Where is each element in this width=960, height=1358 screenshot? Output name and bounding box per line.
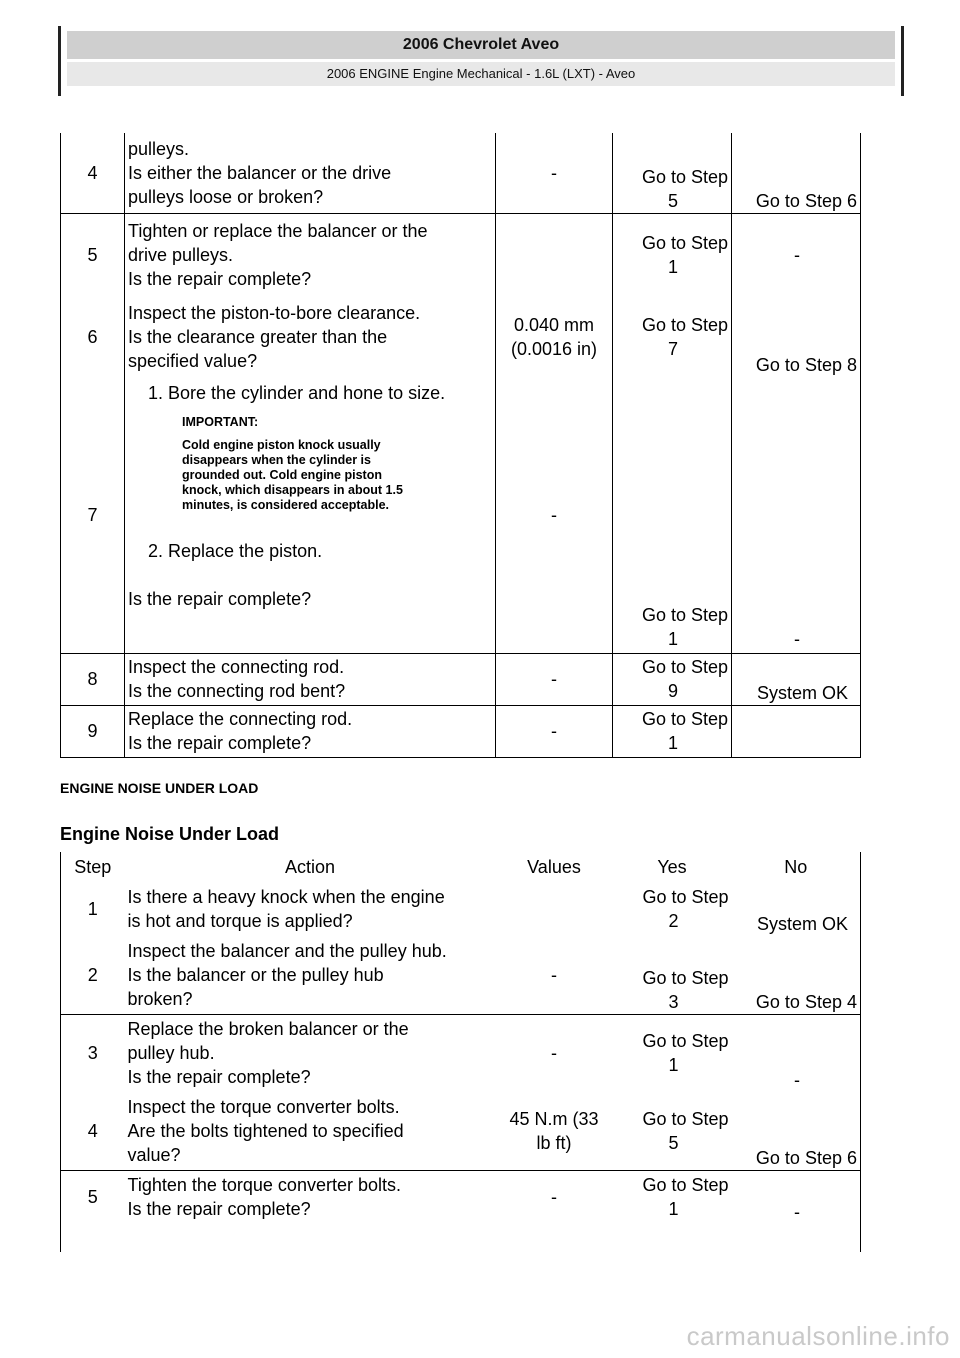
action-cell: Is there a heavy knock when the engine is hot and torque is applied? [127,887,445,931]
action-cell: Tighten or replace the balancer or the drive pulleys. Is the repair complete? [125,213,496,297]
values-cell: - [551,1187,557,1208]
yes-cell: Go to Step 3 [613,936,732,1014]
yes-cell: Go to Step 1 [642,1031,729,1076]
step-number: 8 [61,653,125,705]
no-cell: - [732,1170,861,1224]
table-row [61,1170,861,1224]
step-number: 6 [61,297,125,377]
action-cell: Inspect the torque converter bolts. Are the bolts tightened to specified value? [125,1092,496,1170]
yes-cell: Go to Step 1 [642,1175,729,1220]
step-number: 7 [61,377,125,653]
no-cell: Go to Step 4 [732,936,861,1014]
yes-cell: Go to Step 1 [613,377,732,653]
no-cell: Go to Step 8 [732,297,861,377]
action-cell: Inspect the balancer and the pulley hub. Is the balancer or the pulley hub broken? [125,936,496,1014]
yes-cell: Go to Step 5 [613,133,732,213]
step-number: 5 [61,213,125,297]
yes-cell: Go to Step 7 [613,297,732,377]
procedure-step-2: 2. Replace the piston. [148,541,323,561]
values-cell: - [496,705,613,757]
document-title: 2006 Chevrolet Aveo [67,31,895,59]
step-number: 2 [61,936,125,1014]
header-no: No [732,852,861,882]
step-number: 4 [61,133,125,213]
no-cell [732,705,861,757]
values-cell: 45 N.m (33 lb ft) [496,1092,613,1170]
watermark: carmanualsonline.info [686,1321,950,1351]
question: Is the repair complete? [128,589,312,609]
yes-cell: Go to Step 5 [613,1092,732,1170]
document-header [58,26,904,96]
table-row [61,882,861,936]
table-row [61,297,861,377]
yes-cell: Go to Step 9 [613,653,732,705]
table-row [61,653,861,705]
action-cell [125,377,496,653]
table-row [61,377,861,653]
no-cell: - [732,1014,861,1092]
table-row [61,133,861,213]
values-cell [496,213,613,297]
step-number: 1 [61,882,125,936]
no-cell: Go to Step 6 [732,1092,861,1170]
values-cell [496,882,613,936]
table-header-row [61,852,861,882]
table-row [61,1014,861,1092]
values-cell: - [496,377,613,653]
table-row [61,1092,861,1170]
step-number: 3 [61,1014,125,1092]
values-cell: - [496,936,613,1014]
header-yes: Yes [657,857,687,877]
values-cell: - [496,653,613,705]
header-step: Step [61,852,125,882]
header-values: Values [527,857,581,877]
values-cell: 0.040 mm (0.0016 in) [496,297,613,377]
section-title: ENGINE NOISE UNDER LOAD [60,780,259,796]
yes-cell: Go to Step 2 [642,887,729,931]
no-cell: System OK [732,653,861,705]
action-cell: pulleys. Is either the balancer or the drive pulleys loose or broken? [125,133,496,213]
action-cell: Tighten the torque converter bolts. Is the repair complete? [127,1175,401,1220]
table-title: Engine Noise Under Load [60,824,280,844]
no-cell: - [732,213,861,297]
no-cell: System OK [732,882,861,936]
yes-cell: Go to Step 1 [613,213,732,297]
engine-noise-under-load-table [60,852,861,1252]
no-cell: Go to Step 6 [732,133,861,213]
values-cell: - [551,1043,557,1064]
table-spacer-row [61,1224,861,1252]
action-cell: Inspect the piston-to-bore clearance. Is the clearance greater than the specified value? [125,297,496,377]
important-note: IMPORTANT: Cold engine piston knock usually disappears when the cylinder is grounded out. Cold engine piston knock, which disappears in about 1.5 minutes, is considered acceptable. [182,415,403,512]
table-row [61,705,861,757]
yes-cell: Go to Step 1 [613,705,732,757]
document-subtitle: 2006 ENGINE Engine Mechanical - 1.6L (LXT) - Aveo [67,62,895,86]
action-cell: Replace the broken balancer or the pulley hub. Is the repair complete? [127,1019,409,1088]
step-number: 4 [61,1092,125,1170]
values-cell: - [496,133,613,213]
table-row [61,936,861,1014]
table-row [61,213,861,297]
no-cell: - [732,377,861,653]
step-number: 9 [61,705,125,757]
action-cell: Replace the connecting rod. Is the repair complete? [125,705,496,757]
diagnostic-table-continued [60,133,861,758]
header-action: Action [284,857,336,877]
procedure-step-1: 1. Bore the cylinder and hone to size. [148,383,446,403]
step-number: 5 [61,1170,125,1224]
action-cell: Inspect the connecting rod. Is the connecting rod bent? [125,653,496,705]
